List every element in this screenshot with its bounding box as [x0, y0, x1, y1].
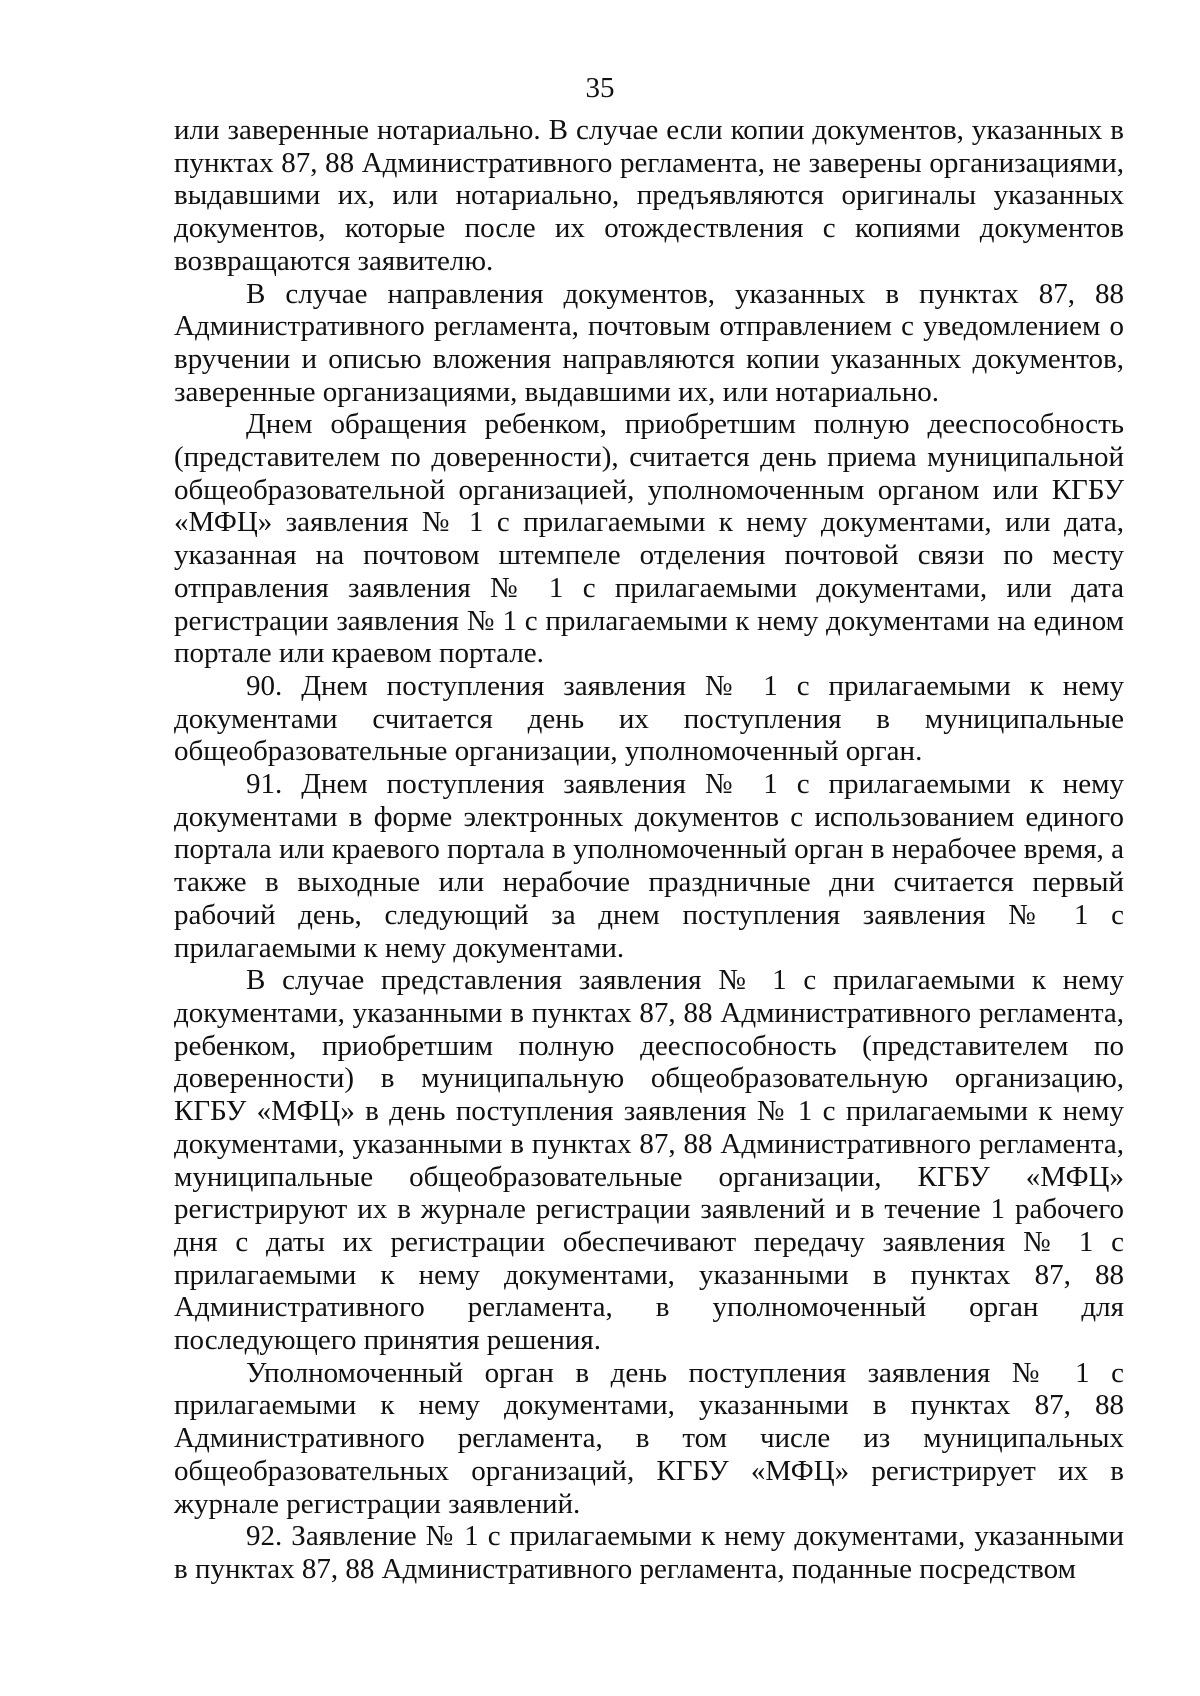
paragraph: 91. Днем поступления заявления № 1 с прилагаемыми к нему документами в форме электронных документов с использованием единого портала или краевого портала в уполномоченный орган в нерабочее время, а также в выходные или нерабочие праздничные дни считается первый рабочий день, следующий за днем поступления заявления № 1 с прилагаемыми к нему документами. [174, 768, 1124, 964]
page-number: 35 [585, 72, 615, 104]
paragraph: Уполномоченный орган в день поступления заявления № 1 с прилагаемыми к нему документами, указанными в пунктах 87, 88 Административного регламента, в том числе из муниципальных общеобразовательных организаций, КГБУ «МФЦ» регистрирует их в журнале регистрации заявлений. [174, 1356, 1124, 1520]
paragraph: 92. Заявление № 1 с прилагаемыми к нему документами, указанными в пунктах 87, 88 Административного регламента, поданные посредством [174, 1520, 1124, 1585]
document-body [174, 114, 1124, 1586]
paragraph: 90. Днем поступления заявления № 1 с прилагаемыми к нему документами считается день их поступления в муниципальные общеобразовательные организации, уполномоченный орган. [174, 669, 1124, 768]
paragraph: или заверенные нотариально. В случае если копии документов, указанных в пунктах 87, 88 Административного регламента, не заверены организациями, выдавшими их, или нотариально, предъявляются оригиналы указанных документов, которые после их отождествления с копиями документов возвращаются заявителю. [174, 114, 1124, 277]
paragraph: В случае представления заявления № 1 с прилагаемыми к нему документами, указанными в пунктах 87, 88 Административного регламента, ребенком, приобретшим полную дееспособность (представителем по доверенности) в муниципальную общеобразовательную организацию, КГБУ «МФЦ» в день поступления заявления № 1 с прилагаемыми к нему документами, указанными в пунктах 87, 88 Административного регламента, муниципальные общеобразовательные организации, КГБУ «МФЦ» регистрируют их в журнале регистрации заявлений и в течение 1 рабочего дня с даты их регистрации обеспечивают передачу заявления № 1 с прилагаемыми к нему документами, указанными в пунктах 87, 88 Административного регламента, в уполномоченный орган для последующего принятия решения. [174, 964, 1124, 1357]
paragraph: В случае направления документов, указанных в пунктах 87, 88 Административного регламента, почтовым отправлением с уведомлением о вручении и описью вложения направляются копии указанных документов, заверенные организациями, выдавшими их, или нотариально. [174, 277, 1124, 408]
paragraph: Днем обращения ребенком, приобретшим полную дееспособность (представителем по доверенности), считается день приема муниципальной общеобразовательной организацией, уполномоченным органом или КГБУ «МФЦ» заявления № 1 с прилагаемыми к нему документами, или дата, указанная на почтовом штемпеле отделения почтовой связи по месту отправления заявления № 1 с прилагаемыми документами, или дата регистрации заявления № 1 с прилагаемыми к нему документами на едином портале или краевом портале. [174, 408, 1124, 670]
